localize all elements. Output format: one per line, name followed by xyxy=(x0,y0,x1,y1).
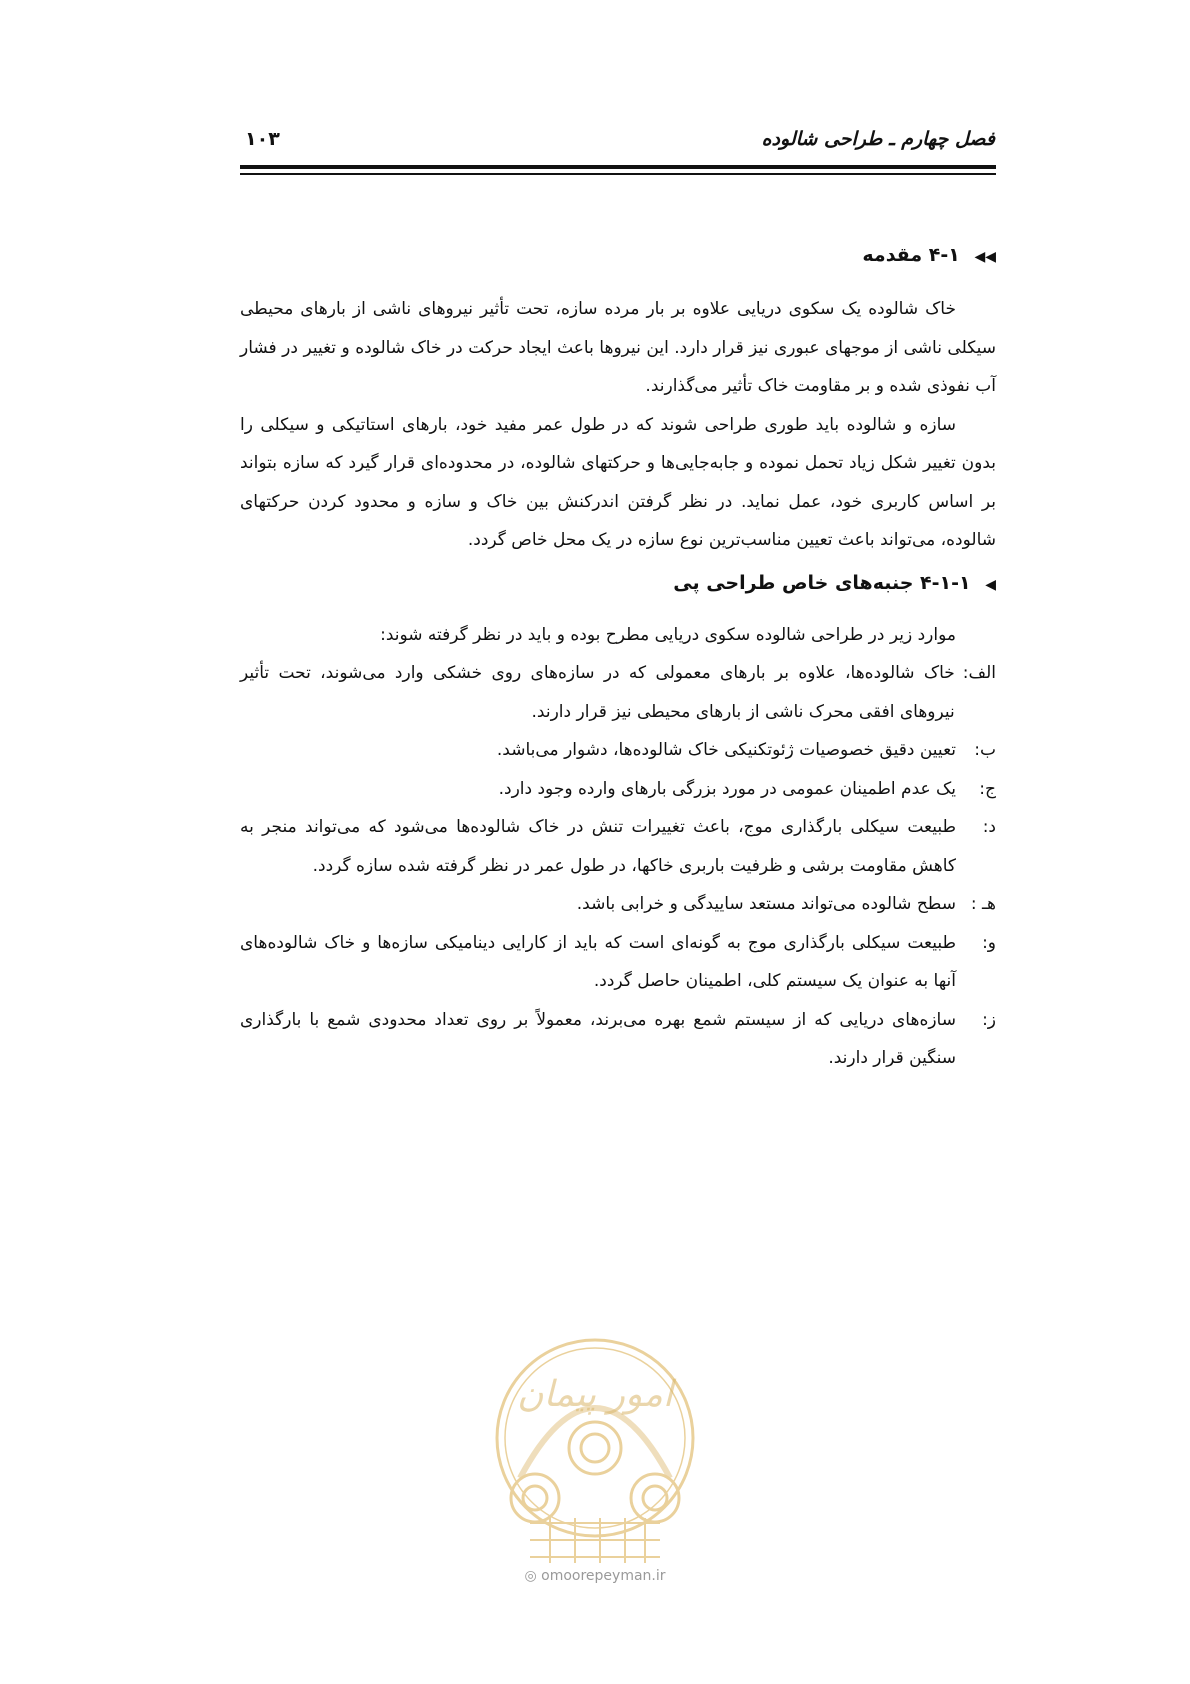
item-text: سازه‌های دریایی که از سیستم شمع بهره می‌برند، معمولاً بر روی تعداد محدودی شمع با بارگذاری سنگین قرار دارند. xyxy=(240,1009,956,1068)
section-heading xyxy=(240,240,996,272)
item-label: ز: xyxy=(982,1009,996,1030)
item-text: یک عدم اطمینان عمومی در مورد بزرگی بارهای وارده وجود دارد. xyxy=(498,778,956,799)
watermark-logo-icon xyxy=(490,1328,700,1578)
subsection-heading xyxy=(240,568,996,600)
list-item xyxy=(240,770,996,809)
page-number: ۱۰۳ xyxy=(245,128,280,150)
item-label: ج: xyxy=(979,778,996,799)
item-text: تعیین دقیق خصوصیات ژئوتکنیکی خاک شالوده‌ها، دشوار می‌باشد. xyxy=(496,740,956,760)
item-label: د: xyxy=(982,817,996,837)
list-item xyxy=(240,731,996,770)
double-arrow-icon: ◀◀ xyxy=(974,249,996,265)
watermark-logo-text: امور پیمان xyxy=(517,1374,673,1415)
item-text: خاک شالوده‌ها، علاوه بر بارهای معمولی که در سازه‌های روی خشکی وارد می‌شوند، تحت تأثیر نیروهای افقی محرک ناشی از بارهای محیطی نیز قرار دارند. xyxy=(240,663,955,722)
item-label: ب: xyxy=(974,740,996,760)
item-text: طبیعت سیکلی بارگذاری موج به گونه‌ای است که باید از کارایی دینامیکی سازه‌ها و خاک شالوده‌های آنها به عنوان یک سیستم کلی، اطمینان حاصل گردد. xyxy=(240,932,956,991)
item-list xyxy=(240,654,996,1078)
globe-icon: ◎ xyxy=(524,1568,537,1584)
item-text: سطح شالوده می‌تواند مستعد ساییدگی و خرابی باشد. xyxy=(576,894,956,914)
subsection-title: ۴-۱-۱ جنبه‌های خاص طراحی پی xyxy=(673,571,971,594)
header-rule-thick xyxy=(240,165,996,169)
item-label: هـ : xyxy=(970,894,996,914)
watermark-url: ◎ omoorepeyman.ir xyxy=(524,1568,666,1584)
list-item xyxy=(240,808,996,885)
paragraph: سازه و شالوده باید طوری طراحی شوند که در طول عمر مفید خود، بارهای استاتیکی و سیکلی را بدون تغییر شکل زیاد تحمل نموده و جابه‌جایی‌ها و حرکتهای شالوده، در محدوده‌ای قرار گیرد که سازه بتواند بر اساس کاربری خود، عمل نماید. در نظر گرفتن اندرکنش بین خاک و سازه و محدود کردن حرکتهای شالوده، می‌تواند باعث تعیین مناسب‌ترین نوع سازه در یک محل خاص گردد. xyxy=(240,414,996,550)
item-text: طبیعت سیکلی بارگذاری موج، باعث تغییرات تنش در خاک شالوده‌ها می‌شود که می‌تواند منجر به کاهش مقاومت برشی و ظرفیت باربری خاکها، در طول عمر در نظر گرفته شده سازه گردد. xyxy=(240,817,956,876)
item-label: و: xyxy=(982,932,996,953)
running-head: فصل چهارم ـ طراحی شالوده xyxy=(761,128,995,150)
page-content xyxy=(240,240,996,1078)
list-item xyxy=(240,654,996,731)
header-rule-thin xyxy=(240,173,996,175)
paragraph: خاک شالوده یک سکوی دریایی علاوه بر بار مرده سازه، تحت تأثیر نیروهای ناشی از بارهای محیطی سیکلی ناشی از موجهای عبوری نیز قرار دارد. این نیروها باعث ایجاد حرکت در خاک شالوده و تغییر در فشار آب نفوذی شده و بر مقاومت خاک تأثیر می‌گذارند. xyxy=(240,299,996,396)
list-item xyxy=(240,885,996,924)
arrow-icon: ◀ xyxy=(985,576,996,593)
item-label: الف: xyxy=(962,663,996,683)
list-intro: موارد زیر در طراحی شالوده سکوی دریایی مطرح بوده و باید در نظر گرفته شوند: xyxy=(380,624,956,645)
list-item xyxy=(240,924,996,1001)
list-item xyxy=(240,1001,996,1078)
section-title: ۴-۱ مقدمه xyxy=(862,244,960,266)
